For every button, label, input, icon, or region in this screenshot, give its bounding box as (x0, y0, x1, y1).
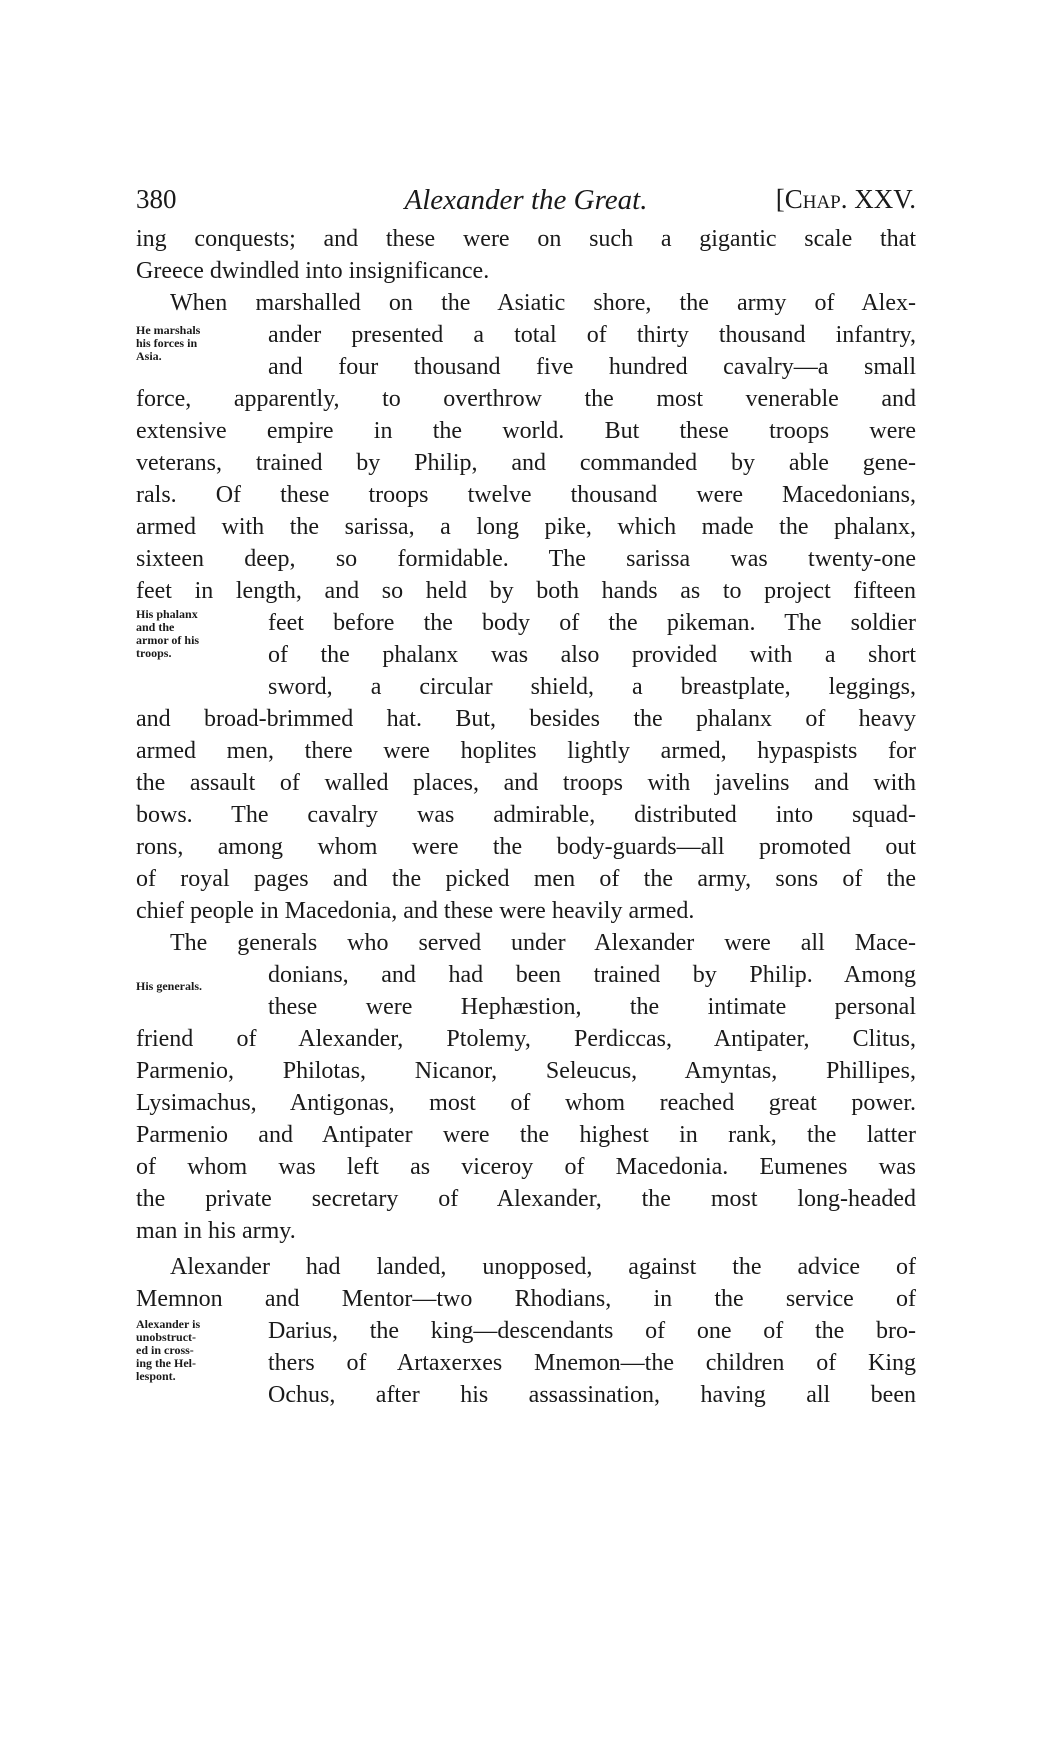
chapter-label: [Chap. XXV. (775, 184, 916, 214)
text-line: Parmenio and Antipater were the highest in rank, the latter (136, 1122, 916, 1148)
text-line: feet in length, and so held by both hands as to project fifteen (136, 578, 916, 604)
margin-note-line: his forces in (136, 336, 198, 350)
text-line: and broad-brimmed hat. But, besides the phalanx of heavy (136, 706, 916, 732)
text-line: Ochus, after his assassination, having all been (268, 1382, 916, 1408)
running-title: Alexander the Great. (404, 184, 648, 216)
text-line: of the phalanx was also provided with a short (268, 642, 916, 668)
margin-note-line: ing the Hel- (136, 1356, 196, 1370)
margin-note (136, 980, 260, 993)
page-number: 380 (136, 184, 177, 214)
text-line: donians, and had been trained by Philip. Among (268, 962, 916, 988)
text-line: friend of Alexander, Ptolemy, Perdiccas, Antipater, Clitus, (136, 1026, 916, 1052)
text-line: armed men, there were hoplites lightly armed, hypaspists for (136, 738, 916, 764)
margin-note-line: and the (136, 620, 175, 634)
text-line: veterans, trained by Philip, and commanded by able gene- (136, 450, 916, 476)
margin-note-line: Asia. (136, 349, 162, 363)
text-line: the assault of walled places, and troops with javelins and with (136, 770, 916, 796)
margin-note (136, 324, 260, 363)
text-line: bows. The cavalry was admirable, distributed into squad- (136, 802, 916, 828)
text-line: of royal pages and the picked men of the army, sons of the (136, 866, 916, 892)
margin-note (136, 608, 260, 660)
text-line: Parmenio, Philotas, Nicanor, Seleucus, Amyntas, Phillipes, (136, 1058, 916, 1084)
text-line: chief people in Macedonia, and these were heavily armed. (136, 898, 695, 924)
margin-note-line: armor of his (136, 633, 200, 647)
text-line: ing conquests; and these were on such a gigantic scale that (136, 226, 916, 252)
text-line: sword, a circular shield, a breastplate, leggings, (268, 674, 916, 700)
text-line: and four thousand five hundred cavalry—a small (268, 354, 916, 380)
text-line: Lysimachus, Antigonas, most of whom reached great power. (136, 1090, 916, 1116)
text-line: ander presented a total of thirty thousand infantry, (268, 322, 916, 348)
margin-note-line: unobstruct- (136, 1330, 197, 1344)
text-line: force, apparently, to overthrow the most venerable and (136, 386, 916, 412)
margin-note-line: He marshals (136, 323, 201, 337)
text-line: man in his army. (136, 1218, 296, 1244)
margin-note-line: troops. (136, 646, 172, 660)
margin-note-line: His generals. (136, 979, 202, 993)
text-line: rons, among whom were the body-guards—all promoted out (136, 834, 916, 860)
margin-note-line: lespont. (136, 1369, 176, 1383)
margin-note-line: ed in cross- (136, 1343, 194, 1357)
text-line: Darius, the king—descendants of one of the bro- (268, 1318, 916, 1344)
text-line: the private secretary of Alexander, the most long-headed (136, 1186, 916, 1212)
margin-note-line: His phalanx (136, 607, 198, 621)
text-line: Alexander had landed, unopposed, against the advice of (170, 1254, 916, 1280)
text-line: armed with the sarissa, a long pike, which made the phalanx, (136, 514, 916, 540)
text-line: these were Hephæstion, the intimate personal (268, 994, 916, 1020)
page-header (136, 184, 916, 224)
text-line: feet before the body of the pikeman. The soldier (268, 610, 916, 636)
text-line: The generals who served under Alexander were all Mace- (170, 930, 916, 956)
margin-note-line: Alexander is (136, 1317, 201, 1331)
text-line: Memnon and Mentor—two Rhodians, in the service of (136, 1286, 916, 1312)
text-line: Greece dwindled into insignificance. (136, 258, 490, 284)
text-line: rals. Of these troops twelve thousand were Macedonians, (136, 482, 916, 508)
margin-note (136, 1318, 260, 1383)
text-line: extensive empire in the world. But these troops were (136, 418, 916, 444)
text-line: thers of Artaxerxes Mnemon—the children of King (268, 1350, 916, 1376)
text-line: of whom was left as viceroy of Macedonia. Eumenes was (136, 1154, 916, 1180)
text-line: sixteen deep, so formidable. The sarissa was twenty-one (136, 546, 916, 572)
text-line: When marshalled on the Asiatic shore, the army of Alex- (170, 290, 916, 316)
